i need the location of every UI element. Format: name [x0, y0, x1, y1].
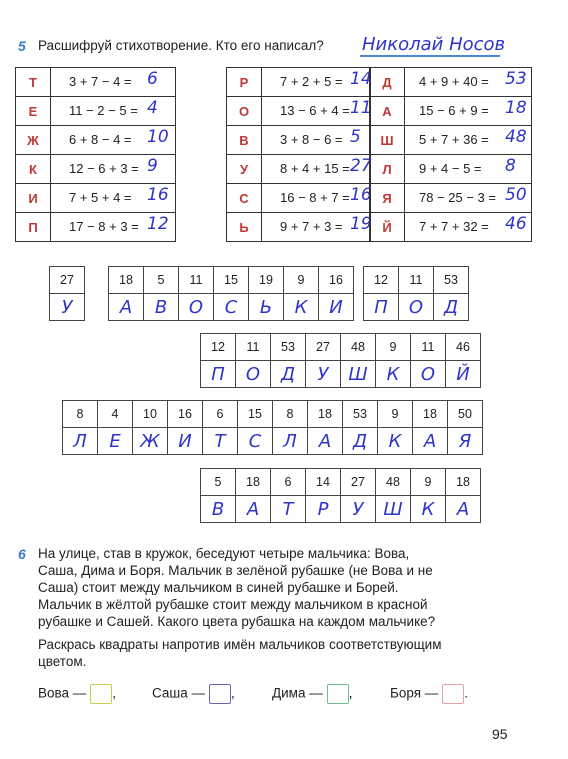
cipher-row — [227, 213, 371, 242]
comma: , — [231, 685, 235, 701]
decoded-letter: Д — [343, 428, 378, 455]
decode-group — [200, 333, 481, 388]
number-cell: 18 — [446, 469, 481, 496]
decoded-letter: О — [411, 361, 446, 388]
decoded-letter: А — [413, 428, 448, 455]
cipher-row — [16, 213, 176, 242]
number-cell: 11 — [236, 334, 271, 361]
boy-name: Дима — — [272, 685, 323, 701]
number-cell: 11 — [411, 334, 446, 361]
number-cell: 9 — [284, 267, 319, 294]
comma: , — [112, 685, 117, 701]
decoded-letter: П — [364, 294, 399, 321]
cipher-row — [370, 213, 532, 242]
cipher-expression: 7 + 2 + 5 = — [280, 74, 343, 89]
cipher-answer: 9 — [147, 156, 158, 176]
letter-row — [201, 496, 481, 523]
cipher-answer: 14 — [350, 69, 372, 89]
decoded-letter: Т — [203, 428, 238, 455]
cipher-letter: Я — [370, 184, 405, 213]
cipher-letter: В — [227, 126, 262, 155]
decoded-letter: К — [376, 361, 411, 388]
decoded-letter: В — [144, 294, 179, 321]
cipher-expression: 3 + 7 − 4 = — [69, 74, 132, 89]
cipher-answer: 6 — [147, 69, 158, 89]
cipher-letter: Р — [227, 68, 262, 97]
decoded-letter: Л — [63, 428, 98, 455]
cipher-letter: У — [227, 155, 262, 184]
letter-row — [109, 294, 354, 321]
comma: , — [348, 685, 353, 701]
number-cell: 19 — [249, 267, 284, 294]
number-cell: 16 — [319, 267, 354, 294]
number-cell: 6 — [271, 469, 306, 496]
cipher-answer: 16 — [147, 185, 169, 205]
task6-line: На улице, став в кружок, беседуют четыре мальчика: Вова, — [38, 546, 410, 561]
task5-title: Расшифруй стихотворение. Кто его написал? — [38, 38, 324, 53]
cipher-expression-cell — [405, 155, 532, 184]
decoded-letter: О — [179, 294, 214, 321]
number-cell: 10 — [133, 401, 168, 428]
decoded-letter: У — [341, 496, 376, 523]
number-cell: 48 — [341, 334, 376, 361]
cipher-letter: И — [16, 184, 51, 213]
number-cell: 18 — [236, 469, 271, 496]
decode-group — [237, 400, 483, 455]
decoded-letter: И — [168, 428, 203, 455]
cipher-row — [227, 97, 371, 126]
task6-line: Мальчик в жёлтой рубашке стоит между мальчиком в красной — [38, 597, 428, 612]
cipher-row — [370, 155, 532, 184]
cipher-letter: Е — [16, 97, 51, 126]
cipher-expression-cell — [405, 184, 532, 213]
letter-row — [364, 294, 469, 321]
boy-entry — [390, 684, 468, 704]
cipher-row — [370, 97, 532, 126]
cipher-expression: 16 − 8 + 7 = — [280, 190, 350, 205]
cipher-letter: Ш — [370, 126, 405, 155]
cipher-answer: 12 — [147, 214, 169, 234]
cipher-expression: 9 + 4 − 5 = — [419, 161, 482, 176]
cipher-expression-cell — [51, 97, 176, 126]
number-cell: 46 — [446, 334, 481, 361]
cipher-answer: 48 — [505, 127, 527, 147]
number-row — [201, 469, 481, 496]
task6-number: 6 — [18, 546, 26, 562]
decoded-letter: И — [319, 294, 354, 321]
task5-answer-author: Николай Носов — [362, 34, 506, 55]
boy-entry — [152, 684, 235, 704]
number-cell: 16 — [168, 401, 203, 428]
decoded-letter: Ш — [376, 496, 411, 523]
number-cell: 8 — [273, 401, 308, 428]
boy-name: Боря — — [390, 685, 439, 701]
boy-entry — [272, 684, 353, 704]
decoded-letter: Ж — [133, 428, 168, 455]
letter-row — [238, 428, 483, 455]
cipher-expression-cell — [51, 68, 176, 97]
number-cell: 53 — [271, 334, 306, 361]
cipher-expression-cell — [51, 213, 176, 242]
cipher-answer: 46 — [505, 214, 527, 234]
cipher-answer: 8 — [505, 156, 516, 176]
cipher-expression: 11 − 2 − 5 = — [69, 103, 138, 118]
number-row — [50, 267, 85, 294]
cipher-answer: 50 — [505, 185, 527, 205]
number-cell: 18 — [109, 267, 144, 294]
number-row — [364, 267, 469, 294]
number-cell: 14 — [306, 469, 341, 496]
cipher-answer: 4 — [147, 98, 158, 118]
cipher-expression-cell — [262, 184, 371, 213]
decoded-letter: А — [446, 496, 481, 523]
cipher-letter: Ь — [227, 213, 262, 242]
decoded-letter: Ь — [249, 294, 284, 321]
decoded-letter: У — [50, 294, 85, 321]
number-cell: 53 — [343, 401, 378, 428]
decode-group — [363, 266, 469, 321]
number-cell: 27 — [306, 334, 341, 361]
number-row — [109, 267, 354, 294]
cipher-expression-cell — [405, 126, 532, 155]
cipher-row — [16, 97, 176, 126]
number-cell: 11 — [179, 267, 214, 294]
number-cell: 12 — [201, 334, 236, 361]
cipher-letter: Т — [16, 68, 51, 97]
cipher-table — [15, 67, 176, 242]
cipher-expression: 4 + 9 + 40 = — [419, 74, 489, 89]
cipher-expression: 17 − 8 + 3 = — [69, 219, 139, 234]
answer-underline — [360, 55, 500, 57]
boy-name: Вова — — [38, 685, 87, 701]
cipher-letter: Л — [370, 155, 405, 184]
decoded-letter: К — [378, 428, 413, 455]
cipher-letter: П — [16, 213, 51, 242]
cipher-answer: 11 — [350, 98, 372, 118]
task6-line: рубашке и Сашей. Какого цвета рубашка на каждом мальчике? — [38, 614, 436, 629]
cipher-table — [369, 67, 532, 242]
cipher-letter: Ж — [16, 126, 51, 155]
decoded-letter: Р — [306, 496, 341, 523]
decoded-letter: С — [214, 294, 249, 321]
cipher-expression: 13 − 6 + 4 = — [280, 103, 350, 118]
cipher-letter: Д — [370, 68, 405, 97]
number-cell: 9 — [378, 401, 413, 428]
number-cell: 9 — [411, 469, 446, 496]
cipher-expression: 6 + 8 − 4 = — [69, 132, 132, 147]
decoded-letter: Я — [448, 428, 483, 455]
decoded-letter: В — [201, 496, 236, 523]
number-cell: 11 — [399, 267, 434, 294]
cipher-expression: 15 − 6 + 9 = — [419, 103, 489, 118]
task6-line: Саша) стоит между мальчиком в синей рубашке и Борей. — [38, 580, 399, 595]
cipher-answer: 16 — [350, 185, 372, 205]
cipher-expression-cell — [405, 213, 532, 242]
decode-group — [200, 468, 481, 523]
decoded-letter: Й — [446, 361, 481, 388]
color-square[interactable] — [90, 684, 112, 704]
decoded-letter: Д — [271, 361, 306, 388]
cipher-letter: Й — [370, 213, 405, 242]
decoded-letter: О — [236, 361, 271, 388]
cipher-expression: 5 + 7 + 36 = — [419, 132, 489, 147]
decoded-letter: Д — [434, 294, 469, 321]
cipher-expression-cell — [262, 213, 371, 242]
number-cell: 12 — [364, 267, 399, 294]
cipher-expression: 8 + 4 + 15 = — [280, 161, 350, 176]
number-cell: 48 — [376, 469, 411, 496]
cipher-row — [370, 184, 532, 213]
cipher-answer: 19 — [350, 214, 372, 234]
cipher-expression-cell — [262, 68, 371, 97]
cipher-answer: 53 — [505, 69, 527, 89]
decoded-letter: У — [306, 361, 341, 388]
cipher-expression: 78 − 25 − 3 = — [419, 190, 496, 205]
cipher-letter: К — [16, 155, 51, 184]
number-cell: 15 — [238, 401, 273, 428]
number-cell: 5 — [144, 267, 179, 294]
number-row — [63, 401, 238, 428]
decode-group — [108, 266, 354, 321]
cipher-expression-cell — [51, 184, 176, 213]
cipher-expression: 7 + 5 + 4 = — [69, 190, 132, 205]
decoded-letter: Е — [98, 428, 133, 455]
cipher-row — [227, 155, 371, 184]
number-cell: 27 — [50, 267, 85, 294]
cipher-expression-cell — [262, 155, 371, 184]
instruction-line: цветом. — [38, 654, 87, 669]
page-number: 95 — [492, 726, 508, 742]
cipher-expression-cell — [405, 68, 532, 97]
cipher-row — [227, 184, 371, 213]
cipher-answer: 27 — [350, 156, 372, 176]
color-square[interactable] — [327, 684, 349, 704]
decoded-letter: А — [109, 294, 144, 321]
decoded-letter: П — [201, 361, 236, 388]
cipher-answer: 10 — [147, 127, 169, 147]
number-cell: 9 — [376, 334, 411, 361]
cipher-letter: С — [227, 184, 262, 213]
cipher-expression-cell — [405, 97, 532, 126]
number-cell: 18 — [413, 401, 448, 428]
number-cell: 27 — [341, 469, 376, 496]
number-cell: 8 — [63, 401, 98, 428]
boy-name: Саша — — [152, 685, 205, 701]
number-cell: 15 — [214, 267, 249, 294]
cipher-expression-cell — [262, 126, 371, 155]
color-square[interactable] — [209, 684, 231, 704]
number-row — [201, 334, 481, 361]
decoded-letter: А — [308, 428, 343, 455]
cipher-expression: 12 − 6 + 3 = — [69, 161, 139, 176]
decode-group — [49, 266, 85, 321]
boy-entry — [38, 684, 116, 704]
number-row — [238, 401, 483, 428]
decoded-letter: Т — [271, 496, 306, 523]
cipher-row — [16, 68, 176, 97]
letter-row — [63, 428, 238, 455]
task6-line: Саша, Дима и Боря. Мальчик в зелёной рубашке (не Вова и не — [38, 563, 433, 578]
number-cell: 5 — [201, 469, 236, 496]
instruction-line: Раскрась квадраты напротив имён мальчиков соответствующим — [38, 637, 442, 652]
decoded-letter: К — [284, 294, 319, 321]
cipher-expression-cell — [51, 155, 176, 184]
decode-group — [62, 400, 238, 455]
decoded-letter: А — [236, 496, 271, 523]
cipher-table — [226, 67, 371, 242]
cipher-expression-cell — [262, 97, 371, 126]
number-cell: 18 — [308, 401, 343, 428]
cipher-answer: 18 — [505, 98, 527, 118]
cipher-row — [16, 126, 176, 155]
cipher-row — [16, 184, 176, 213]
number-cell: 4 — [98, 401, 133, 428]
decoded-letter: О — [399, 294, 434, 321]
letter-row — [201, 361, 481, 388]
cipher-expression: 9 + 7 + 3 = — [280, 219, 343, 234]
cipher-expression: 7 + 7 + 32 = — [419, 219, 489, 234]
color-square[interactable] — [442, 684, 464, 704]
comma: . — [464, 685, 469, 701]
number-cell: 50 — [448, 401, 483, 428]
decoded-letter: К — [411, 496, 446, 523]
cipher-row — [16, 155, 176, 184]
cipher-letter: А — [370, 97, 405, 126]
cipher-answer: 5 — [350, 127, 361, 147]
cipher-row — [227, 68, 371, 97]
letter-row — [50, 294, 85, 321]
number-cell: 53 — [434, 267, 469, 294]
task5-number: 5 — [18, 38, 26, 54]
decoded-letter: С — [238, 428, 273, 455]
decoded-letter: Л — [273, 428, 308, 455]
number-cell: 6 — [203, 401, 238, 428]
decoded-letter: Ш — [341, 361, 376, 388]
cipher-row — [227, 126, 371, 155]
cipher-row — [370, 68, 532, 97]
cipher-expression-cell — [51, 126, 176, 155]
cipher-row — [370, 126, 532, 155]
cipher-expression: 3 + 8 − 6 = — [280, 132, 343, 147]
cipher-letter: О — [227, 97, 262, 126]
